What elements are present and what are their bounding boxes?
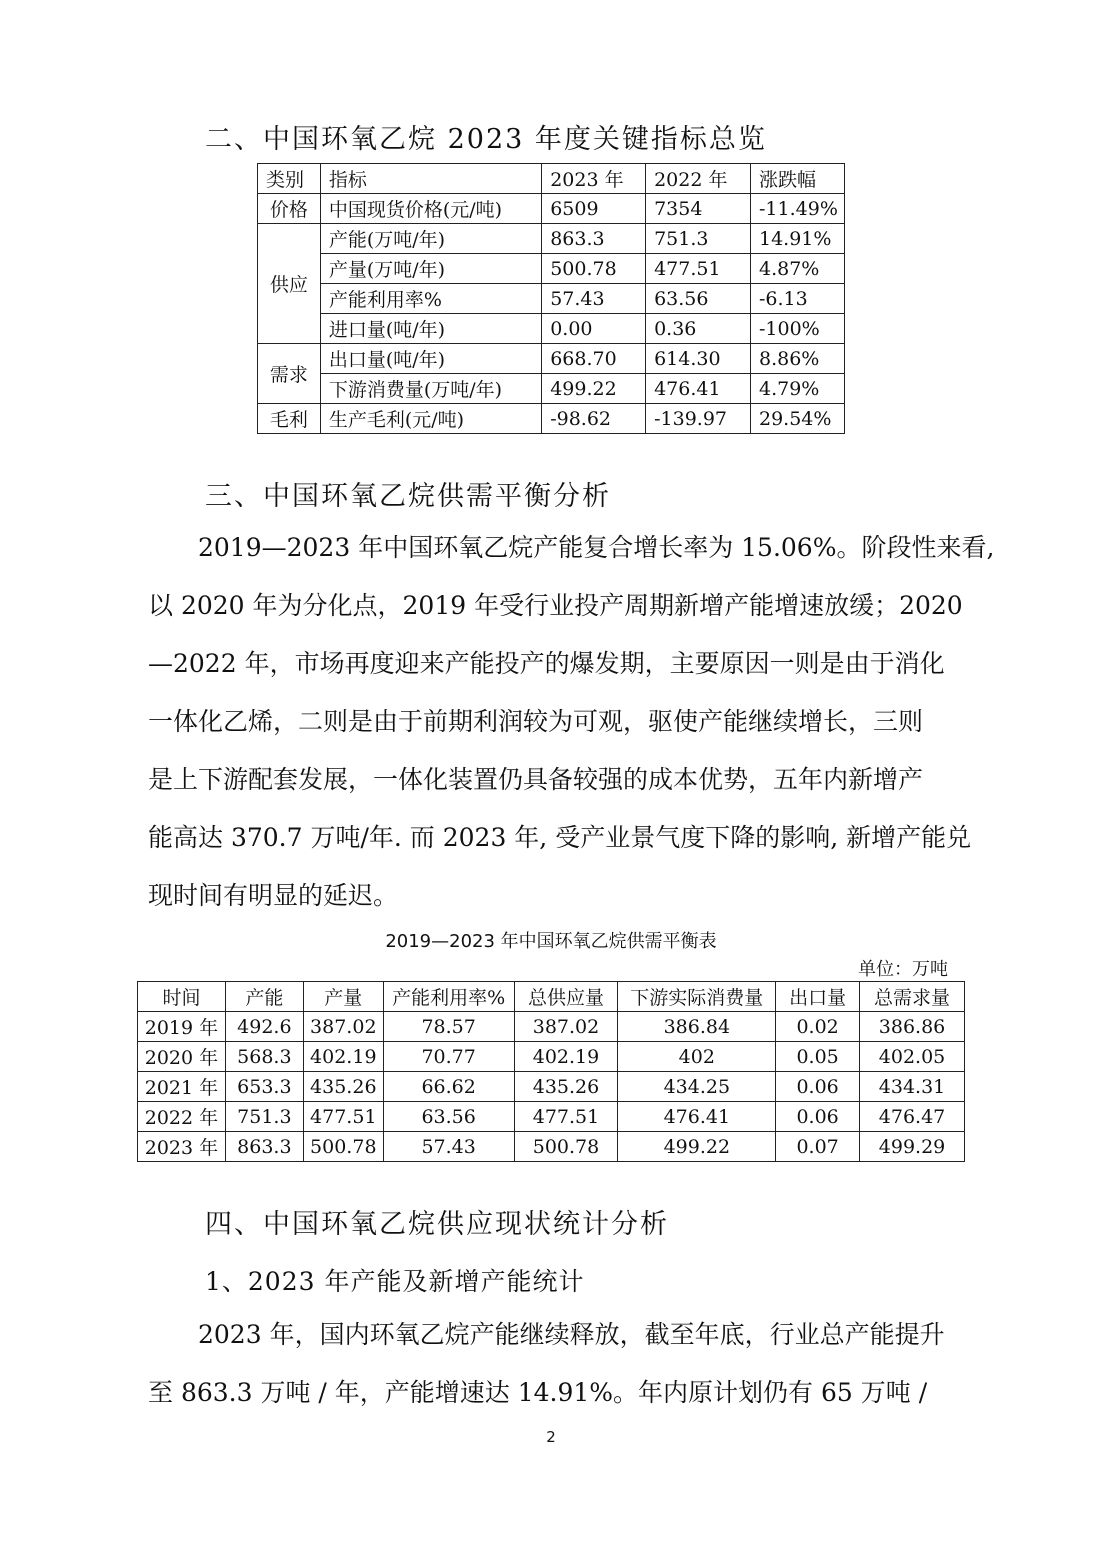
table-header-row [258,164,845,194]
table-cell: 863.3 [225,1132,303,1162]
table-cell: 653.3 [225,1072,303,1102]
table-cell: 0.00 [542,314,646,344]
table-cell: 0.07 [776,1132,860,1162]
table-cell: -11.49% [751,194,845,224]
table-row [258,314,845,344]
table-cell: 70.77 [383,1042,514,1072]
table-cell: 78.57 [383,1012,514,1042]
table-cell: 57.43 [542,284,646,314]
table-cell: 568.3 [225,1042,303,1072]
header-cell: 产量 [303,982,383,1012]
table-cell: 产能利用率% [320,284,541,314]
table-cell: 0.05 [776,1042,860,1072]
paragraph-line: 2023 年，国内环氧乙烷产能继续释放，截至年底，行业总产能提升 [198,1320,945,1349]
table-cell: -100% [751,314,845,344]
paragraph-supply-demand [148,519,994,925]
table-cell: 476.41 [646,374,751,404]
header-cell: 产能 [225,982,303,1012]
section-title-supply-demand: 三、中国环氧乙烷供需平衡分析 [205,481,611,512]
table-row [258,374,845,404]
table-cell: 434.25 [618,1072,776,1102]
table-cell: 进口量(吨/年) [320,314,541,344]
header-cell: 时间 [138,982,226,1012]
header-cell: 指标 [320,164,541,194]
table-row [258,404,845,434]
table-row [258,344,845,374]
table-cell: 4.79% [751,374,845,404]
table-cell: 387.02 [303,1012,383,1042]
table-cell: -6.13 [751,284,845,314]
table-row [138,1132,965,1162]
table-cell: 499.22 [542,374,646,404]
table-cell: 863.3 [542,224,646,254]
subsection-title-capacity: 1、2023 年产能及新增产能统计 [205,1267,585,1296]
table-cell: 402.05 [860,1042,965,1072]
header-cell: 2023 年 [542,164,646,194]
table-cell: 产量(万吨/年) [320,254,541,284]
table-cell: 8.86% [751,344,845,374]
table-cell: 0.36 [646,314,751,344]
table-row [138,1042,965,1072]
table-cell: 500.78 [542,254,646,284]
key-indicators-table [257,163,845,434]
paragraph-line: 现时间有明显的延迟。 [148,881,399,910]
table-cell: 生产毛利(元/吨) [320,404,541,434]
table-cell: -98.62 [542,404,646,434]
header-cell: 产能利用率% [383,982,514,1012]
paragraph-line: —2022 年，市场再度迎来产能投产的爆发期，主要原因一则是由于消化 [148,649,945,678]
table-cell: 4.87% [751,254,845,284]
table-caption: 2019—2023 年中国环氧乙烷供需平衡表 [385,931,717,952]
table-cell: 0.02 [776,1012,860,1042]
table-cell: 出口量(吨/年) [320,344,541,374]
table-cell: 0.06 [776,1072,860,1102]
table-cell: 402.19 [303,1042,383,1072]
table-cell: 751.3 [225,1102,303,1132]
header-cell: 总需求量 [860,982,965,1012]
table-row [258,284,845,314]
table-cell: 435.26 [303,1072,383,1102]
table-cell: 63.56 [646,284,751,314]
table-cell: 492.6 [225,1012,303,1042]
table-cell: 477.51 [646,254,751,284]
table-cell: 下游消费量(万吨/年) [320,374,541,404]
category-cell: 毛利 [258,404,321,434]
header-cell: 涨跌幅 [751,164,845,194]
table-cell: 668.70 [542,344,646,374]
table-cell: 476.47 [860,1102,965,1132]
table-cell: 435.26 [514,1072,618,1102]
table-cell: 66.62 [383,1072,514,1102]
header-cell: 下游实际消费量 [618,982,776,1012]
table-cell: 57.43 [383,1132,514,1162]
table-cell: 434.31 [860,1072,965,1102]
paragraph-line: 是上下游配套发展，一体化装置仍具备较强的成本优势，五年内新增产 [148,765,924,794]
unit-label: 单位：万吨 [858,959,948,980]
table-row [258,224,845,254]
table-cell: 499.29 [860,1132,965,1162]
paragraph-line: 以 2020 年为分化点，2019 年受行业投产周期新增产能增速放缓；2020 [148,591,963,620]
table-cell: 500.78 [514,1132,618,1162]
table-cell: 477.51 [514,1102,618,1132]
table-cell: 63.56 [383,1102,514,1132]
table-cell: 6509 [542,194,646,224]
header-cell: 总供应量 [514,982,618,1012]
table-cell: 2023 年 [138,1132,226,1162]
paragraph-capacity [148,1306,945,1422]
table-cell: -139.97 [646,404,751,434]
table-cell: 2022 年 [138,1102,226,1132]
table-cell: 387.02 [514,1012,618,1042]
table-cell: 7354 [646,194,751,224]
table-header-row [138,982,965,1012]
table-cell: 751.3 [646,224,751,254]
table-cell: 500.78 [303,1132,383,1162]
table-cell: 614.30 [646,344,751,374]
header-cell: 2022 年 [646,164,751,194]
category-cell: 需求 [258,344,321,404]
paragraph-line: 一体化乙烯，二则是由于前期利润较为可观，驱使产能继续增长，三则 [148,707,924,736]
table-row [138,1072,965,1102]
table-cell: 14.91% [751,224,845,254]
table-cell: 0.06 [776,1102,860,1132]
table-cell: 2021 年 [138,1072,226,1102]
table-cell: 386.84 [618,1012,776,1042]
table-cell: 产能(万吨/年) [320,224,541,254]
table-cell: 2020 年 [138,1042,226,1072]
table-cell: 中国现货价格(元/吨) [320,194,541,224]
table-cell: 29.54% [751,404,845,434]
table-cell: 402.19 [514,1042,618,1072]
supply-demand-table [137,981,965,1162]
table-cell: 477.51 [303,1102,383,1132]
table-row [138,1012,965,1042]
table-cell: 499.22 [618,1132,776,1162]
page-number: 2 [546,1428,556,1446]
category-cell: 供应 [258,224,321,344]
header-cell: 类别 [258,164,321,194]
table-row [258,254,845,284]
paragraph-line: 能高达 370.7 万吨/年. 而 2023 年, 受产业景气度下降的影响, 新增产能兑 [148,823,972,852]
table-cell: 386.86 [860,1012,965,1042]
paragraph-line: 至 863.3 万吨 / 年，产能增速达 14.91%。年内原计划仍有 65 万吨 / [148,1378,928,1407]
table-cell: 2019 年 [138,1012,226,1042]
section-title-supply-status: 四、中国环氧乙烷供应现状统计分析 [205,1209,669,1240]
header-cell: 出口量 [776,982,860,1012]
table-cell: 402 [618,1042,776,1072]
table-cell: 476.41 [618,1102,776,1132]
table-row [258,194,845,224]
table-row [138,1102,965,1132]
category-cell: 价格 [258,194,321,224]
paragraph-line: 2019—2023 年中国环氧乙烷产能复合增长率为 15.06%。阶段性来看, [198,533,995,562]
section-title-key-indicators: 二、中国环氧乙烷 2023 年度关键指标总览 [205,124,767,155]
